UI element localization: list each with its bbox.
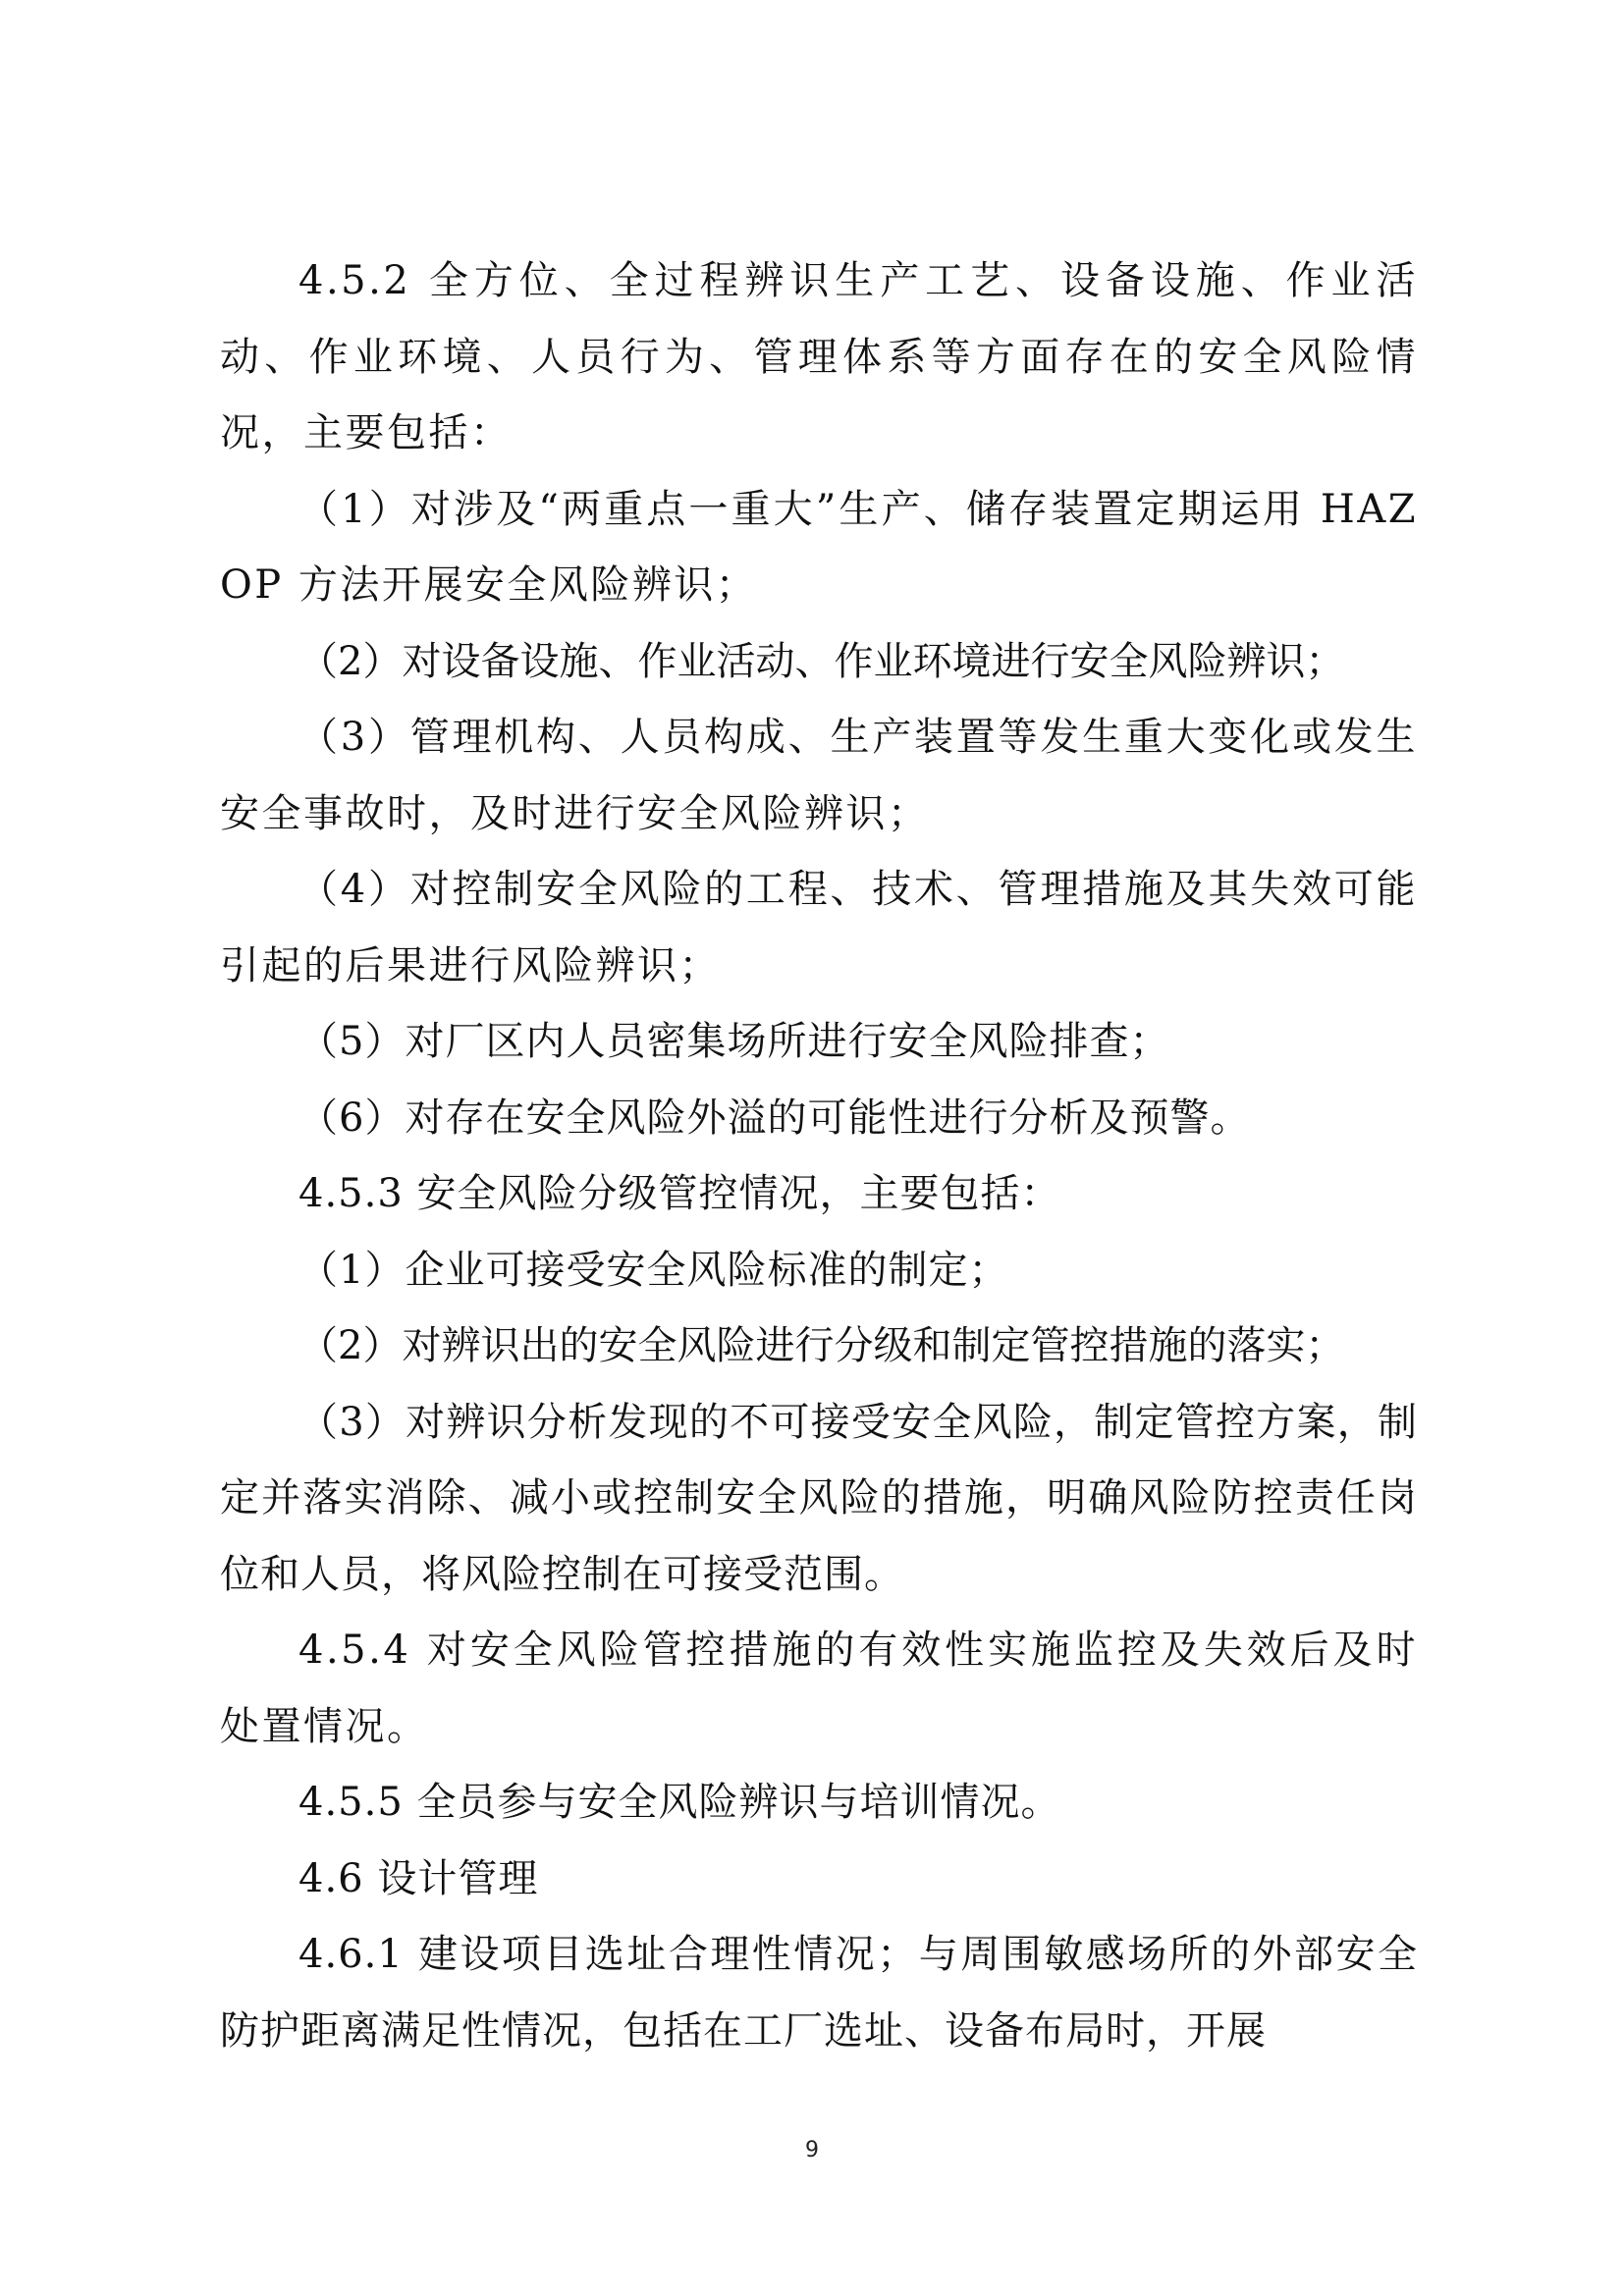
page-number: 9 xyxy=(805,2138,819,2163)
paragraph-4-5-3: 4.5.3 安全风险分级管控情况，主要包括： xyxy=(298,1171,1061,1216)
paragraph-4-5-3-item-2: （2）对辨识出的安全风险进行分级和制定管控措施的落实； xyxy=(298,1323,1345,1368)
document-body xyxy=(220,243,1418,2069)
section-heading-4-6: 4.6 设计管理 xyxy=(298,1855,539,1901)
paragraph-4-5-2: 4.5.2 全方位、全过程辨识生产工艺、设备设施、作业活动、作业环境、人员行为、管理体系等方面存在的安全风险情况，主要包括： xyxy=(220,258,1418,455)
paragraph-item-5: （5）对厂区内人员密集场所进行安全风险排查； xyxy=(298,1019,1170,1064)
paragraph-item-1-hazop: （1）对涉及“两重点一重大”生产、储存装置定期运用 HAZOP 方法开展安全风险辨识； xyxy=(220,486,1418,608)
paragraph-4-6-1: 4.6.1 建设项目选址合理性情况；与周围敏感场所的外部安全防护距离满足性情况，包括在工厂选址、设备布局时，开展 xyxy=(220,1932,1418,2054)
paragraph-4-5-3-item-1: （1）企业可接受安全风险标准的制定； xyxy=(298,1247,1009,1293)
paragraph-4-5-4: 4.5.4 对安全风险管控措施的有效性实施监控及失效后及时处置情况。 xyxy=(220,1628,1418,1749)
paragraph-item-4: （4）对控制安全风险的工程、技术、管理措施及其失效可能引起的后果进行风险辨识； xyxy=(220,867,1418,988)
paragraph-4-5-5: 4.5.5 全员参与安全风险辨识与培训情况。 xyxy=(298,1780,1061,1825)
paragraph-item-6: （6）对存在安全风险外溢的可能性进行分析及预警。 xyxy=(298,1095,1251,1141)
paragraph-item-2: （2）对设备设施、作业活动、作业环境进行安全风险辨识； xyxy=(298,638,1345,684)
paragraph-4-5-3-item-3: （3）对辨识分析发现的不可接受安全风险，制定管控方案，制定并落实消除、减小或控制安全风险的措施，明确风险防控责任岗位和人员，将风险控制在可接受范围。 xyxy=(220,1399,1418,1597)
paragraph-item-3: （3）管理机构、人员构成、生产装置等发生重大变化或发生安全事故时，及时进行安全风险辨识； xyxy=(220,715,1418,836)
